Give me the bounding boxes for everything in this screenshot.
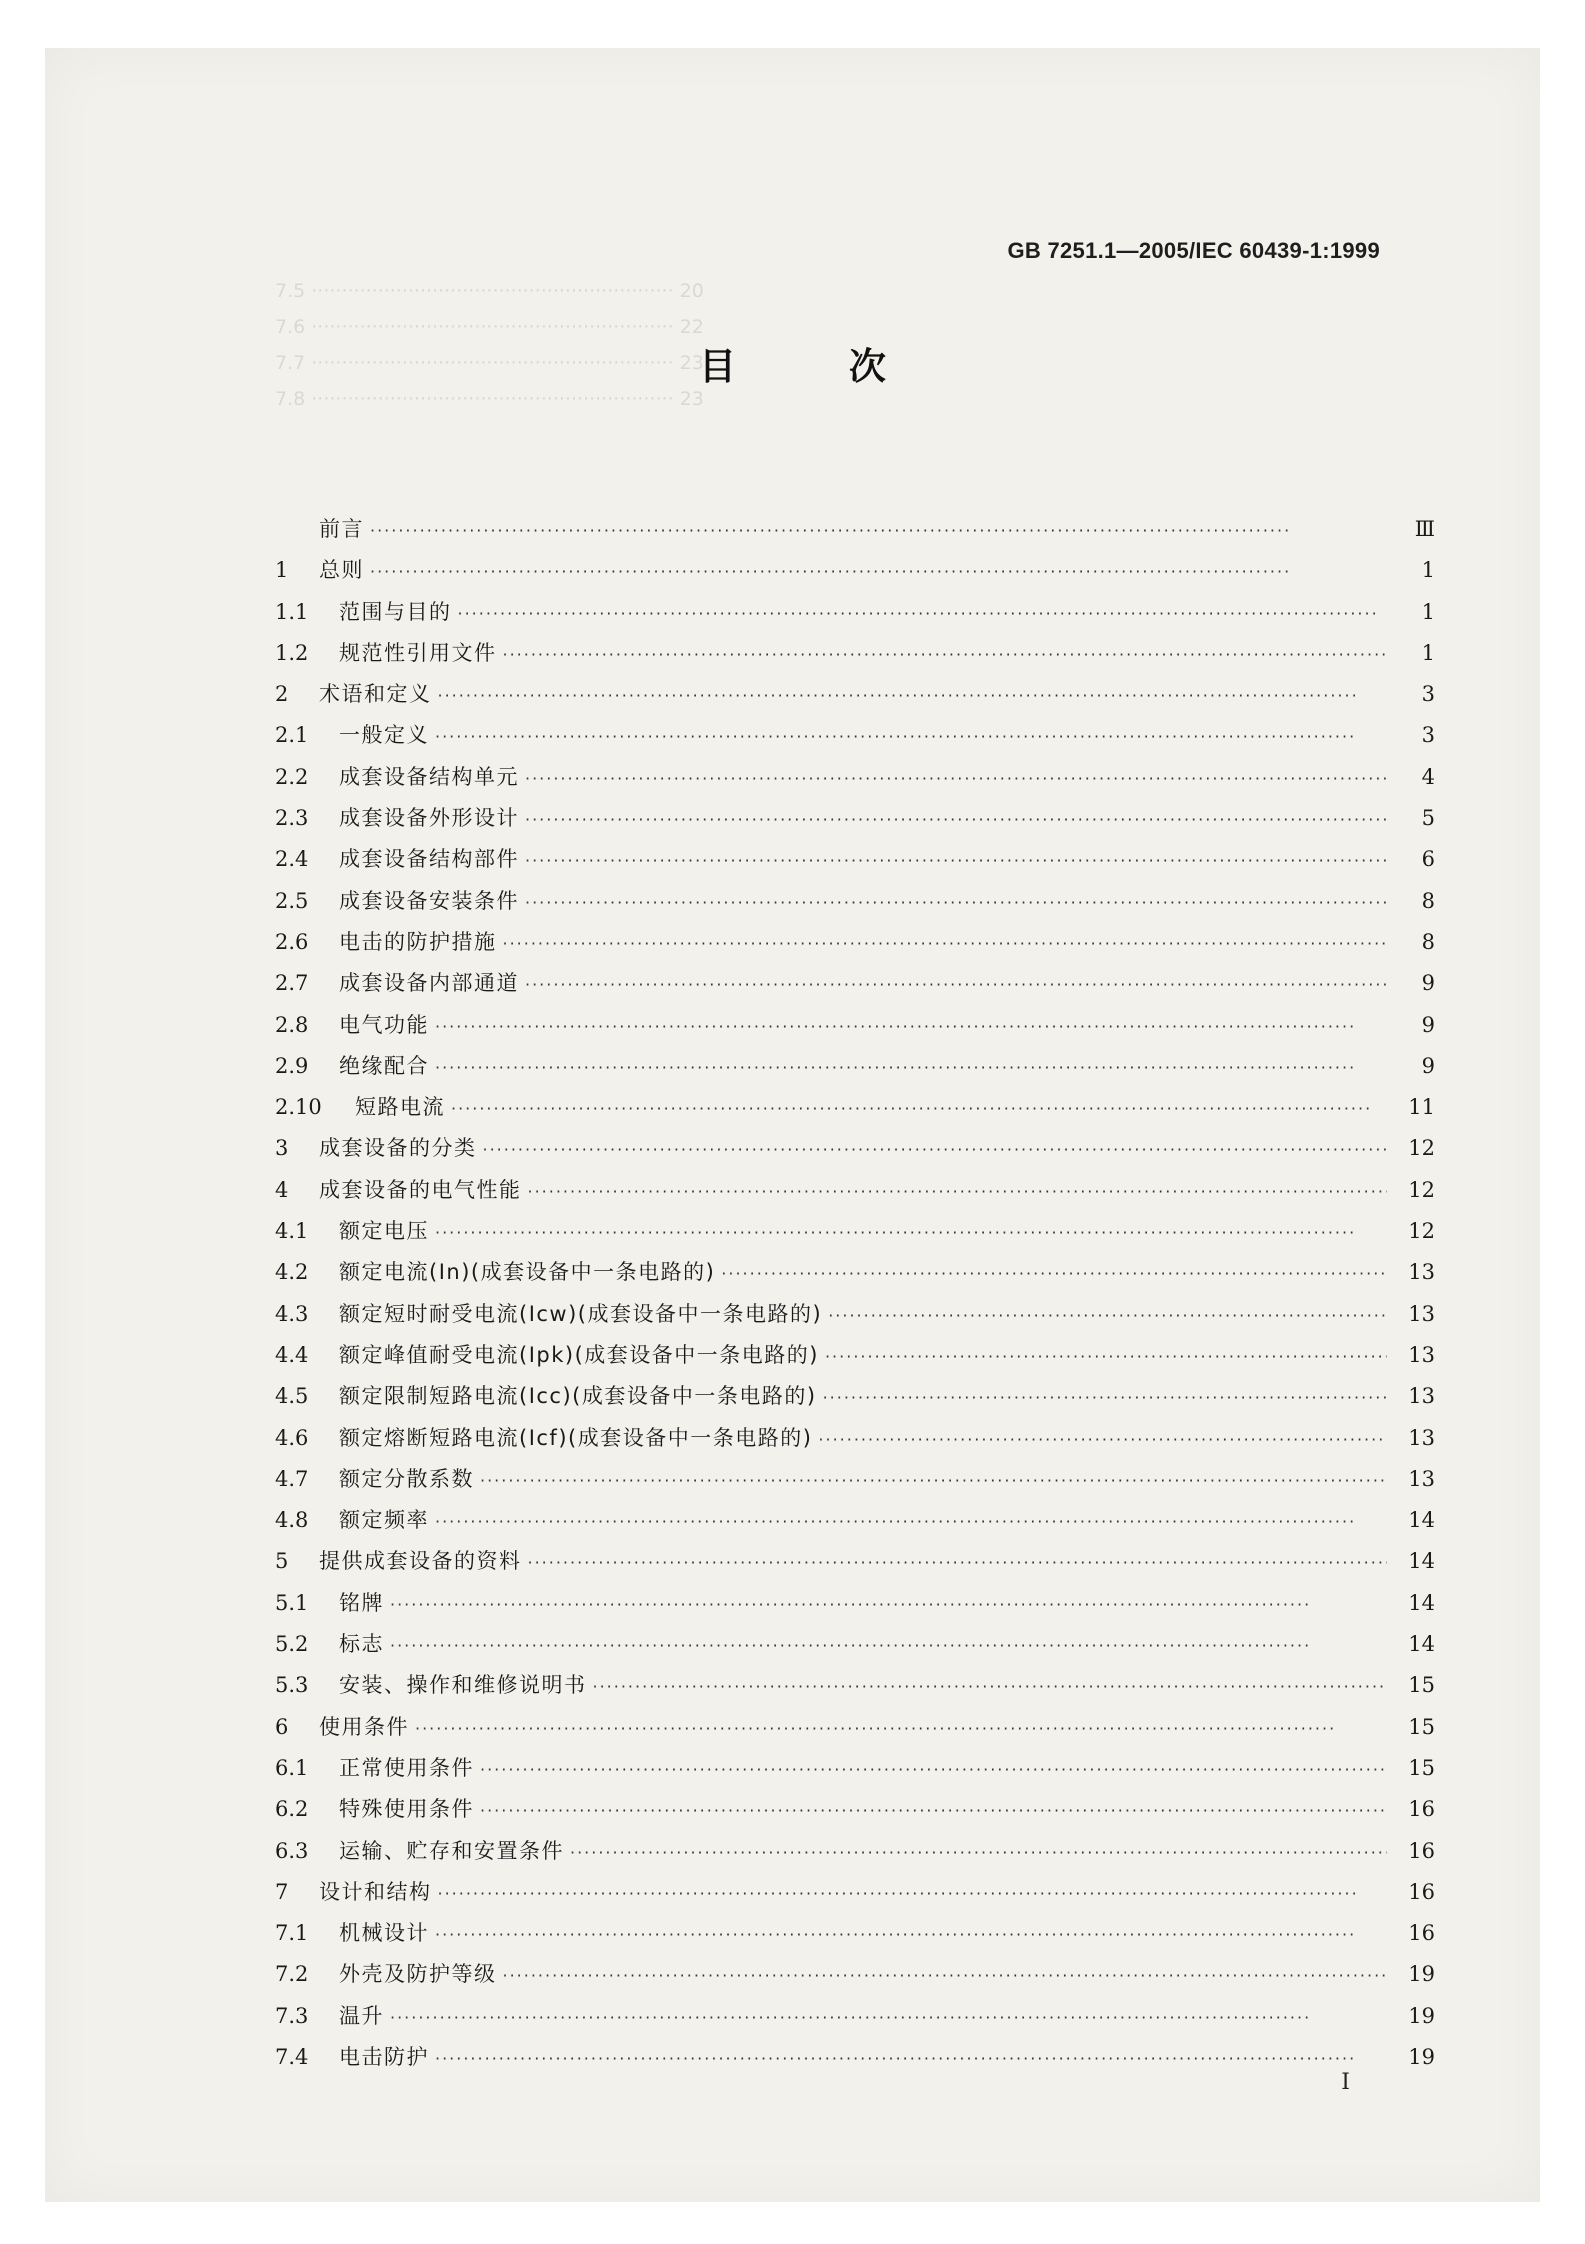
dot-leader [438, 686, 1388, 705]
toc-entry-number: 4.7 [275, 1466, 309, 1491]
toc-entry-title: 电击防护 [339, 2044, 429, 2069]
toc-entry[interactable] [275, 1380, 1435, 1421]
toc-entry-title: 短路电流 [355, 1095, 445, 1120]
toc-entry-page: Ⅲ [1414, 517, 1435, 541]
toc-entry-number: 7.2 [275, 1962, 309, 1987]
toc-entry-page: 13 [1408, 1425, 1435, 1450]
toc-entry-page: 13 [1408, 1301, 1435, 1326]
toc-entry[interactable] [275, 926, 1435, 967]
toc-entry-page: 9 [1421, 971, 1435, 996]
toc-entry-title: 成套设备内部通道 [339, 971, 519, 996]
dot-leader [525, 769, 1387, 788]
toc-entry[interactable] [275, 1504, 1435, 1545]
toc-entry-number: 2.8 [275, 1012, 309, 1037]
page-number: Ⅰ [1341, 2070, 1350, 2095]
toc-entry[interactable] [275, 1669, 1435, 1710]
dot-leader [390, 1636, 1387, 1655]
toc-entry-number: 7.1 [275, 1921, 309, 1946]
dot-leader [570, 1843, 1387, 1862]
toc-entry-title: 机械设计 [339, 1921, 429, 1946]
toc-entry-number: 7.3 [275, 2003, 309, 2028]
toc-entry-number: 2.3 [275, 806, 309, 831]
toc-entry-page: 13 [1408, 1260, 1435, 1285]
dot-leader [415, 1719, 1387, 1738]
toc-entry[interactable] [275, 1958, 1435, 1999]
toc-entry[interactable] [275, 761, 1435, 802]
toc-entry-number: 5.3 [275, 1673, 309, 1698]
toc-entry-number: 4 [275, 1177, 289, 1202]
toc-entry[interactable] [275, 1835, 1435, 1876]
toc-entry-title: 成套设备结构部件 [339, 847, 519, 872]
bleed-through-text: 7.8 ···························································· 23 [275, 388, 704, 410]
toc-entry-number: 4.5 [275, 1384, 309, 1409]
toc-entry-title: 额定电流(In)(成套设备中一条电路的) [339, 1260, 716, 1285]
toc-entry-title: 一般定义 [339, 723, 429, 748]
toc-entry-page: 16 [1408, 1879, 1435, 1904]
toc-entry[interactable] [275, 1132, 1435, 1173]
dot-leader [503, 934, 1388, 953]
toc-entry[interactable] [275, 719, 1435, 760]
toc-entry-number: 2 [275, 682, 289, 707]
toc-entry-page: 9 [1421, 1012, 1435, 1037]
toc-entry[interactable] [275, 596, 1435, 637]
toc-entry-title: 提供成套设备的资料 [319, 1549, 522, 1574]
toc-entry-number: 4.8 [275, 1508, 309, 1533]
dot-leader [528, 1553, 1388, 1572]
toc-entry-page: 13 [1408, 1384, 1435, 1409]
toc-entry-title: 使用条件 [319, 1714, 409, 1739]
toc-entry-page: 5 [1421, 806, 1435, 831]
toc-entry-number: 2.7 [275, 971, 309, 996]
toc-entry-number: 1.2 [275, 640, 309, 665]
toc-entry-title: 成套设备安装条件 [339, 888, 519, 913]
toc-entry-page: 16 [1408, 1921, 1435, 1946]
toc-entry-number: 4.6 [275, 1425, 309, 1450]
toc-entry[interactable] [275, 637, 1435, 678]
dot-leader [435, 2049, 1387, 2068]
toc-entry-number: 4.1 [275, 1219, 309, 1244]
toc-entry-page: 16 [1408, 1838, 1435, 1863]
dot-leader [825, 1347, 1387, 1366]
toc-entry[interactable] [275, 1628, 1435, 1669]
toc-entry-title: 额定熔断短路电流(Icf)(成套设备中一条电路的) [339, 1425, 813, 1450]
toc-entry[interactable] [275, 802, 1435, 843]
toc-entry-title: 前言 [319, 517, 364, 541]
toc-entry-title: 范围与目的 [339, 599, 452, 624]
toc-entry-number: 6.2 [275, 1797, 309, 1822]
toc-entry-number: 2.9 [275, 1053, 309, 1078]
document-page [45, 48, 1540, 2202]
dot-leader [435, 1017, 1387, 1036]
toc-entry-page: 14 [1408, 1632, 1435, 1657]
toc-entry-page: 12 [1408, 1136, 1435, 1161]
toc-entry-page: 14 [1408, 1549, 1435, 1574]
toc-entry-title: 运输、贮存和安置条件 [339, 1838, 564, 1863]
toc-entry-title: 绝缘配合 [339, 1053, 429, 1078]
dot-leader [525, 893, 1387, 912]
toc-entry[interactable] [275, 1339, 1435, 1380]
toc-entry-title: 外壳及防护等级 [339, 1962, 497, 1987]
toc-entry-number: 6.1 [275, 1755, 309, 1780]
bleed-through-text: 7.5 ···························································· 20 [275, 280, 704, 302]
dot-leader [503, 645, 1388, 664]
toc-entry-page: 1 [1421, 599, 1435, 624]
toc-entry-title: 温升 [339, 2003, 384, 2028]
dot-leader [480, 1471, 1387, 1490]
dot-leader [390, 1595, 1387, 1614]
toc-entry-title: 额定限制短路电流(Icc)(成套设备中一条电路的) [339, 1384, 817, 1409]
toc-entry-page: 12 [1408, 1219, 1435, 1244]
toc-entry-number: 5.1 [275, 1590, 309, 1615]
toc-entry-page: 8 [1421, 929, 1435, 954]
toc-entry-title: 规范性引用文件 [339, 640, 497, 665]
toc-entry[interactable] [275, 1752, 1435, 1793]
bleed-through-text: 7.7 ···························································· 23 [275, 352, 704, 374]
dot-leader [435, 1223, 1387, 1242]
table-of-contents [275, 513, 1435, 2082]
dot-leader [525, 851, 1387, 870]
dot-leader [480, 1760, 1387, 1779]
toc-entry-number: 2.2 [275, 764, 309, 789]
toc-entry-title: 标志 [339, 1632, 384, 1657]
toc-entry[interactable] [275, 2000, 1435, 2041]
dot-leader [435, 1058, 1387, 1077]
toc-entry-title: 正常使用条件 [339, 1755, 474, 1780]
toc-entry-number: 4.4 [275, 1342, 309, 1367]
page-title: 目 次 [699, 345, 936, 388]
toc-entry-number: 4.3 [275, 1301, 309, 1326]
toc-entry-page: 19 [1408, 2044, 1435, 2069]
toc-entry-page: 13 [1408, 1466, 1435, 1491]
toc-entry-page: 13 [1408, 1342, 1435, 1367]
toc-entry-page: 14 [1408, 1508, 1435, 1533]
dot-leader [390, 2008, 1387, 2027]
toc-entry-title: 额定峰值耐受电流(Ipk)(成套设备中一条电路的) [339, 1342, 819, 1367]
toc-entry[interactable] [275, 1298, 1435, 1339]
toc-entry[interactable] [275, 1215, 1435, 1256]
dot-leader [480, 1801, 1387, 1820]
dot-leader [435, 1512, 1387, 1531]
toc-entry-title: 电击的防护措施 [339, 929, 497, 954]
toc-entry-page: 6 [1421, 847, 1435, 872]
toc-entry-title: 成套设备的电气性能 [319, 1177, 522, 1202]
toc-entry-page: 4 [1421, 764, 1435, 789]
dot-leader [370, 521, 1387, 540]
dot-leader [483, 1140, 1388, 1159]
toc-entry[interactable] [275, 1463, 1435, 1504]
toc-entry-title: 设计和结构 [319, 1879, 432, 1904]
toc-entry-title: 总则 [319, 558, 364, 583]
bleed-through-text: 7.6 ···························································· 22 [275, 316, 704, 338]
toc-entry-title: 成套设备结构单元 [339, 764, 519, 789]
toc-entry-page: 11 [1408, 1095, 1435, 1120]
toc-entry-number: 5 [275, 1549, 289, 1574]
toc-entry[interactable] [275, 1174, 1435, 1215]
toc-entry-title: 特殊使用条件 [339, 1797, 474, 1822]
toc-entry-page: 8 [1421, 888, 1435, 913]
toc-entry-number: 2.1 [275, 723, 309, 748]
toc-entry-number: 6.3 [275, 1838, 309, 1863]
toc-entry[interactable] [275, 843, 1435, 884]
toc-entry-title: 额定电压 [339, 1219, 429, 1244]
toc-entry[interactable] [275, 1545, 1435, 1586]
toc-entry[interactable] [275, 885, 1435, 926]
toc-entry-page: 15 [1408, 1714, 1435, 1739]
toc-entry-page: 3 [1421, 682, 1435, 707]
toc-entry-number: 3 [275, 1136, 289, 1161]
dot-leader [823, 1388, 1387, 1407]
standard-code-header: GB 7251.1—2005/IEC 60439-1:1999 [1007, 238, 1380, 263]
toc-entry[interactable] [275, 1876, 1435, 1917]
dot-leader [435, 727, 1387, 746]
toc-entry[interactable] [275, 2041, 1435, 2082]
toc-entry-page: 16 [1408, 1797, 1435, 1822]
toc-entry[interactable] [275, 1050, 1435, 1091]
dot-leader [528, 1182, 1388, 1201]
toc-entry[interactable] [275, 1793, 1435, 1834]
toc-entry-number: 7 [275, 1879, 289, 1904]
dot-leader [451, 1099, 1387, 1118]
toc-entry-number: 2.5 [275, 888, 309, 913]
dot-leader [525, 975, 1387, 994]
toc-entry[interactable] [275, 1587, 1435, 1628]
toc-entry-page: 12 [1408, 1177, 1435, 1202]
toc-entry[interactable] [275, 1711, 1435, 1752]
toc-entry-title: 成套设备外形设计 [339, 806, 519, 831]
toc-entry-page: 15 [1408, 1755, 1435, 1780]
toc-entry-number: 2.6 [275, 929, 309, 954]
toc-entry-number: 2.4 [275, 847, 309, 872]
dot-leader [503, 1966, 1388, 1985]
dot-leader [370, 562, 1387, 581]
toc-entry-number: 4.2 [275, 1260, 309, 1285]
toc-entry-title: 额定频率 [339, 1508, 429, 1533]
toc-entry-page: 1 [1421, 640, 1435, 665]
toc-entry-number: 5.2 [275, 1632, 309, 1657]
toc-entry[interactable] [275, 1422, 1435, 1463]
dot-leader [828, 1306, 1387, 1325]
toc-entry-page: 19 [1408, 2003, 1435, 2028]
dot-leader [721, 1264, 1387, 1283]
toc-entry[interactable] [275, 1917, 1435, 1958]
toc-entry-number: 6 [275, 1714, 289, 1739]
toc-entry[interactable] [275, 967, 1435, 1008]
dot-leader [435, 1925, 1387, 1944]
dot-leader [818, 1430, 1387, 1449]
toc-entry-page: 1 [1421, 558, 1435, 583]
toc-entry-page: 19 [1408, 1962, 1435, 1987]
dot-leader [458, 604, 1388, 623]
dot-leader [438, 1884, 1388, 1903]
toc-entry-page: 3 [1421, 723, 1435, 748]
toc-entry-title: 铭牌 [339, 1590, 384, 1615]
dot-leader [525, 810, 1387, 829]
toc-entry[interactable] [275, 1009, 1435, 1050]
toc-entry-title: 电气功能 [339, 1012, 429, 1037]
toc-entry[interactable] [275, 1256, 1435, 1297]
toc-entry-title: 术语和定义 [319, 682, 432, 707]
toc-entry-number: 7.4 [275, 2044, 309, 2069]
toc-entry-number: 2.10 [275, 1095, 322, 1120]
toc-entry-page: 14 [1408, 1590, 1435, 1615]
dot-leader [593, 1677, 1388, 1696]
toc-entry-page: 9 [1421, 1053, 1435, 1078]
toc-entry-title: 额定短时耐受电流(Icw)(成套设备中一条电路的) [339, 1301, 823, 1326]
toc-entry-title: 额定分散系数 [339, 1466, 474, 1491]
toc-entry[interactable] [275, 513, 1435, 554]
toc-entry[interactable] [275, 554, 1435, 595]
toc-entry-title: 安装、操作和维修说明书 [339, 1673, 587, 1698]
toc-entry-page: 15 [1408, 1673, 1435, 1698]
toc-entry[interactable] [275, 678, 1435, 719]
toc-entry[interactable] [275, 1091, 1435, 1132]
toc-entry-number: 1.1 [275, 599, 309, 624]
toc-entry-number: 1 [275, 558, 289, 583]
toc-entry-title: 成套设备的分类 [319, 1136, 477, 1161]
